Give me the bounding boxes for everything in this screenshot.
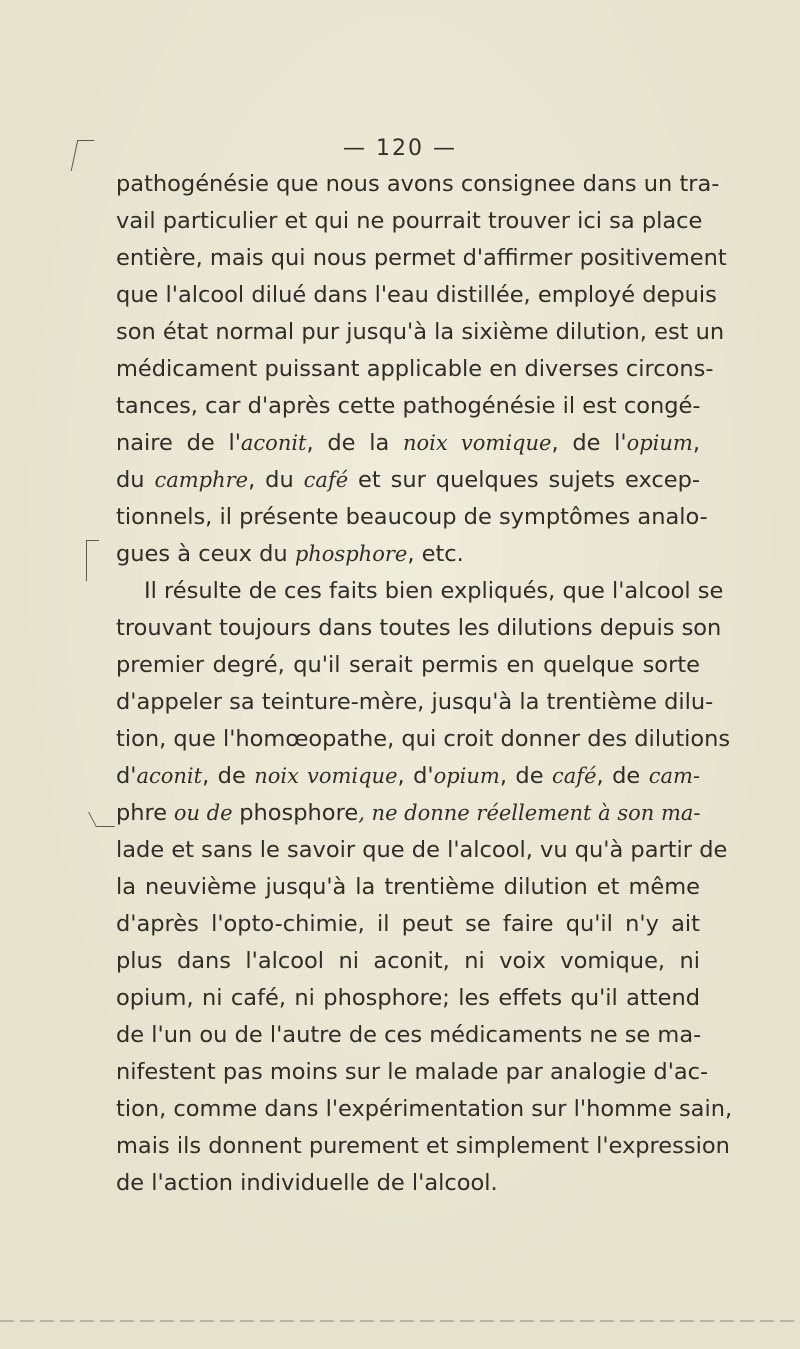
italic-term: aconit (240, 431, 307, 455)
text-segment: nifestent pas moins sur le malade par analogie d'ac- (116, 1059, 709, 1085)
italic-term: café (552, 764, 597, 788)
text-segment: , de l' (551, 430, 627, 456)
text-line (116, 647, 700, 684)
text-segment: tion, comme dans l'expérimentation sur l'homme sain, (116, 1096, 733, 1122)
text-segment: de l'un ou de l'autre de ces médicaments ne se ma- (116, 1022, 702, 1048)
italic-term: cam- (648, 764, 700, 788)
italic-term: , ne donne réellement à son ma- (358, 801, 701, 825)
text-line (116, 573, 724, 610)
italic-term: noix vomique (254, 764, 398, 788)
text-line (116, 795, 700, 832)
text-segment: phre (116, 800, 168, 826)
text-line (116, 166, 720, 203)
text-segment: médicament puissant applicable en diverses circons- (116, 356, 714, 382)
text-segment: son état normal pur jusqu'à la sixième dilution, est un (116, 319, 725, 345)
italic-term: phosphore (294, 542, 408, 566)
italic-term: café (303, 468, 349, 492)
text-segment: entière, mais qui nous permet d'affirmer positivement (116, 245, 727, 271)
text-line (116, 980, 700, 1017)
text-line (116, 1091, 733, 1128)
text-line (116, 1054, 709, 1091)
text-segment: naire de l' (116, 430, 241, 456)
text-line (116, 388, 700, 425)
text-line (116, 832, 728, 869)
text-segment: et sur quelques sujets excep- (348, 467, 700, 493)
text-line (116, 610, 722, 647)
text-line (116, 869, 700, 906)
text-segment: la neuvième jusqu'à la trentième dilution et même (116, 874, 700, 900)
margin-mark-bottom (88, 812, 115, 827)
text-line (116, 314, 725, 351)
text-segment: d'appeler sa teinture-mère, jusqu'à la trentième dilu- (116, 689, 714, 715)
italic-term: camphre (154, 468, 249, 492)
text-segment: d' (116, 763, 137, 789)
text-segment: lade et sans le savoir que de l'alcool, vu qu'à partir de (116, 837, 728, 863)
text-segment: mais ils donnent purement et simplement l'expression (116, 1133, 730, 1159)
text-line (116, 277, 717, 314)
page-number: — 120 — (343, 136, 457, 161)
text-segment: de l'action individuelle de l'alcool. (116, 1170, 498, 1196)
italic-term: aconit (136, 764, 203, 788)
text-line (116, 462, 700, 499)
text-segment: Il résulte de ces faits bien expliqués, que l'alcool se (144, 578, 724, 604)
text-line (116, 203, 703, 240)
text-line (116, 1017, 700, 1054)
text-segment: , du (248, 467, 304, 493)
text-segment: du (116, 467, 155, 493)
text-line (116, 721, 731, 758)
text-segment: tion, que l'homœopathe, qui croit donner des dilutions (116, 726, 731, 752)
text-segment: vail particulier et qui ne pourrait trouver ici sa place (116, 208, 703, 234)
text-line (116, 536, 700, 573)
text-segment: trouvant toujours dans toutes les dilutions depuis son (116, 615, 722, 641)
text-segment: opium, ni café, ni phosphore; les effets qu'il attend (116, 985, 700, 1011)
text-segment: , de la (306, 430, 403, 456)
text-segment: , de (596, 763, 649, 789)
text-segment: , de (499, 763, 553, 789)
text-segment: tances, car d'après cette pathogénésie il est congé- (116, 393, 701, 419)
italic-term: noix vomique (402, 431, 552, 455)
italic-term: opium (626, 431, 693, 455)
text-segment: phosphore (239, 800, 359, 826)
page-edge-line (0, 1320, 800, 1322)
text-segment: pathogénésie que nous avons consignee dans un tra- (116, 171, 720, 197)
margin-mark-middle (86, 540, 99, 581)
text-line (116, 906, 700, 943)
text-segment: , (692, 430, 700, 456)
text-line (116, 943, 700, 980)
text-segment: , de (202, 763, 255, 789)
text-line (116, 758, 700, 795)
text-segment: d'après l'opto-chimie, il peut se faire qu'il n'y ait (116, 911, 700, 937)
text-segment: , etc. (407, 541, 464, 567)
text-line (116, 1128, 730, 1165)
text-segment: gues à ceux du (116, 541, 295, 567)
body-text (116, 166, 733, 1202)
text-line (116, 240, 727, 277)
text-segment: premier degré, qu'il serait permis en quelque sorte (116, 652, 700, 678)
text-line (116, 425, 700, 462)
italic-term: opium (433, 764, 500, 788)
text-segment: plus dans l'alcool ni aconit, ni voix vomique, ni (116, 948, 700, 974)
text-segment: tionnels, il présente beaucoup de symptômes analo- (116, 504, 708, 530)
italic-term: ou de (167, 801, 240, 825)
text-line (116, 499, 708, 536)
text-line (116, 1165, 700, 1202)
text-segment: , d' (397, 763, 434, 789)
text-line (116, 351, 714, 388)
text-line (116, 684, 714, 721)
text-segment: que l'alcool dilué dans l'eau distillée, employé depuis (116, 282, 717, 308)
